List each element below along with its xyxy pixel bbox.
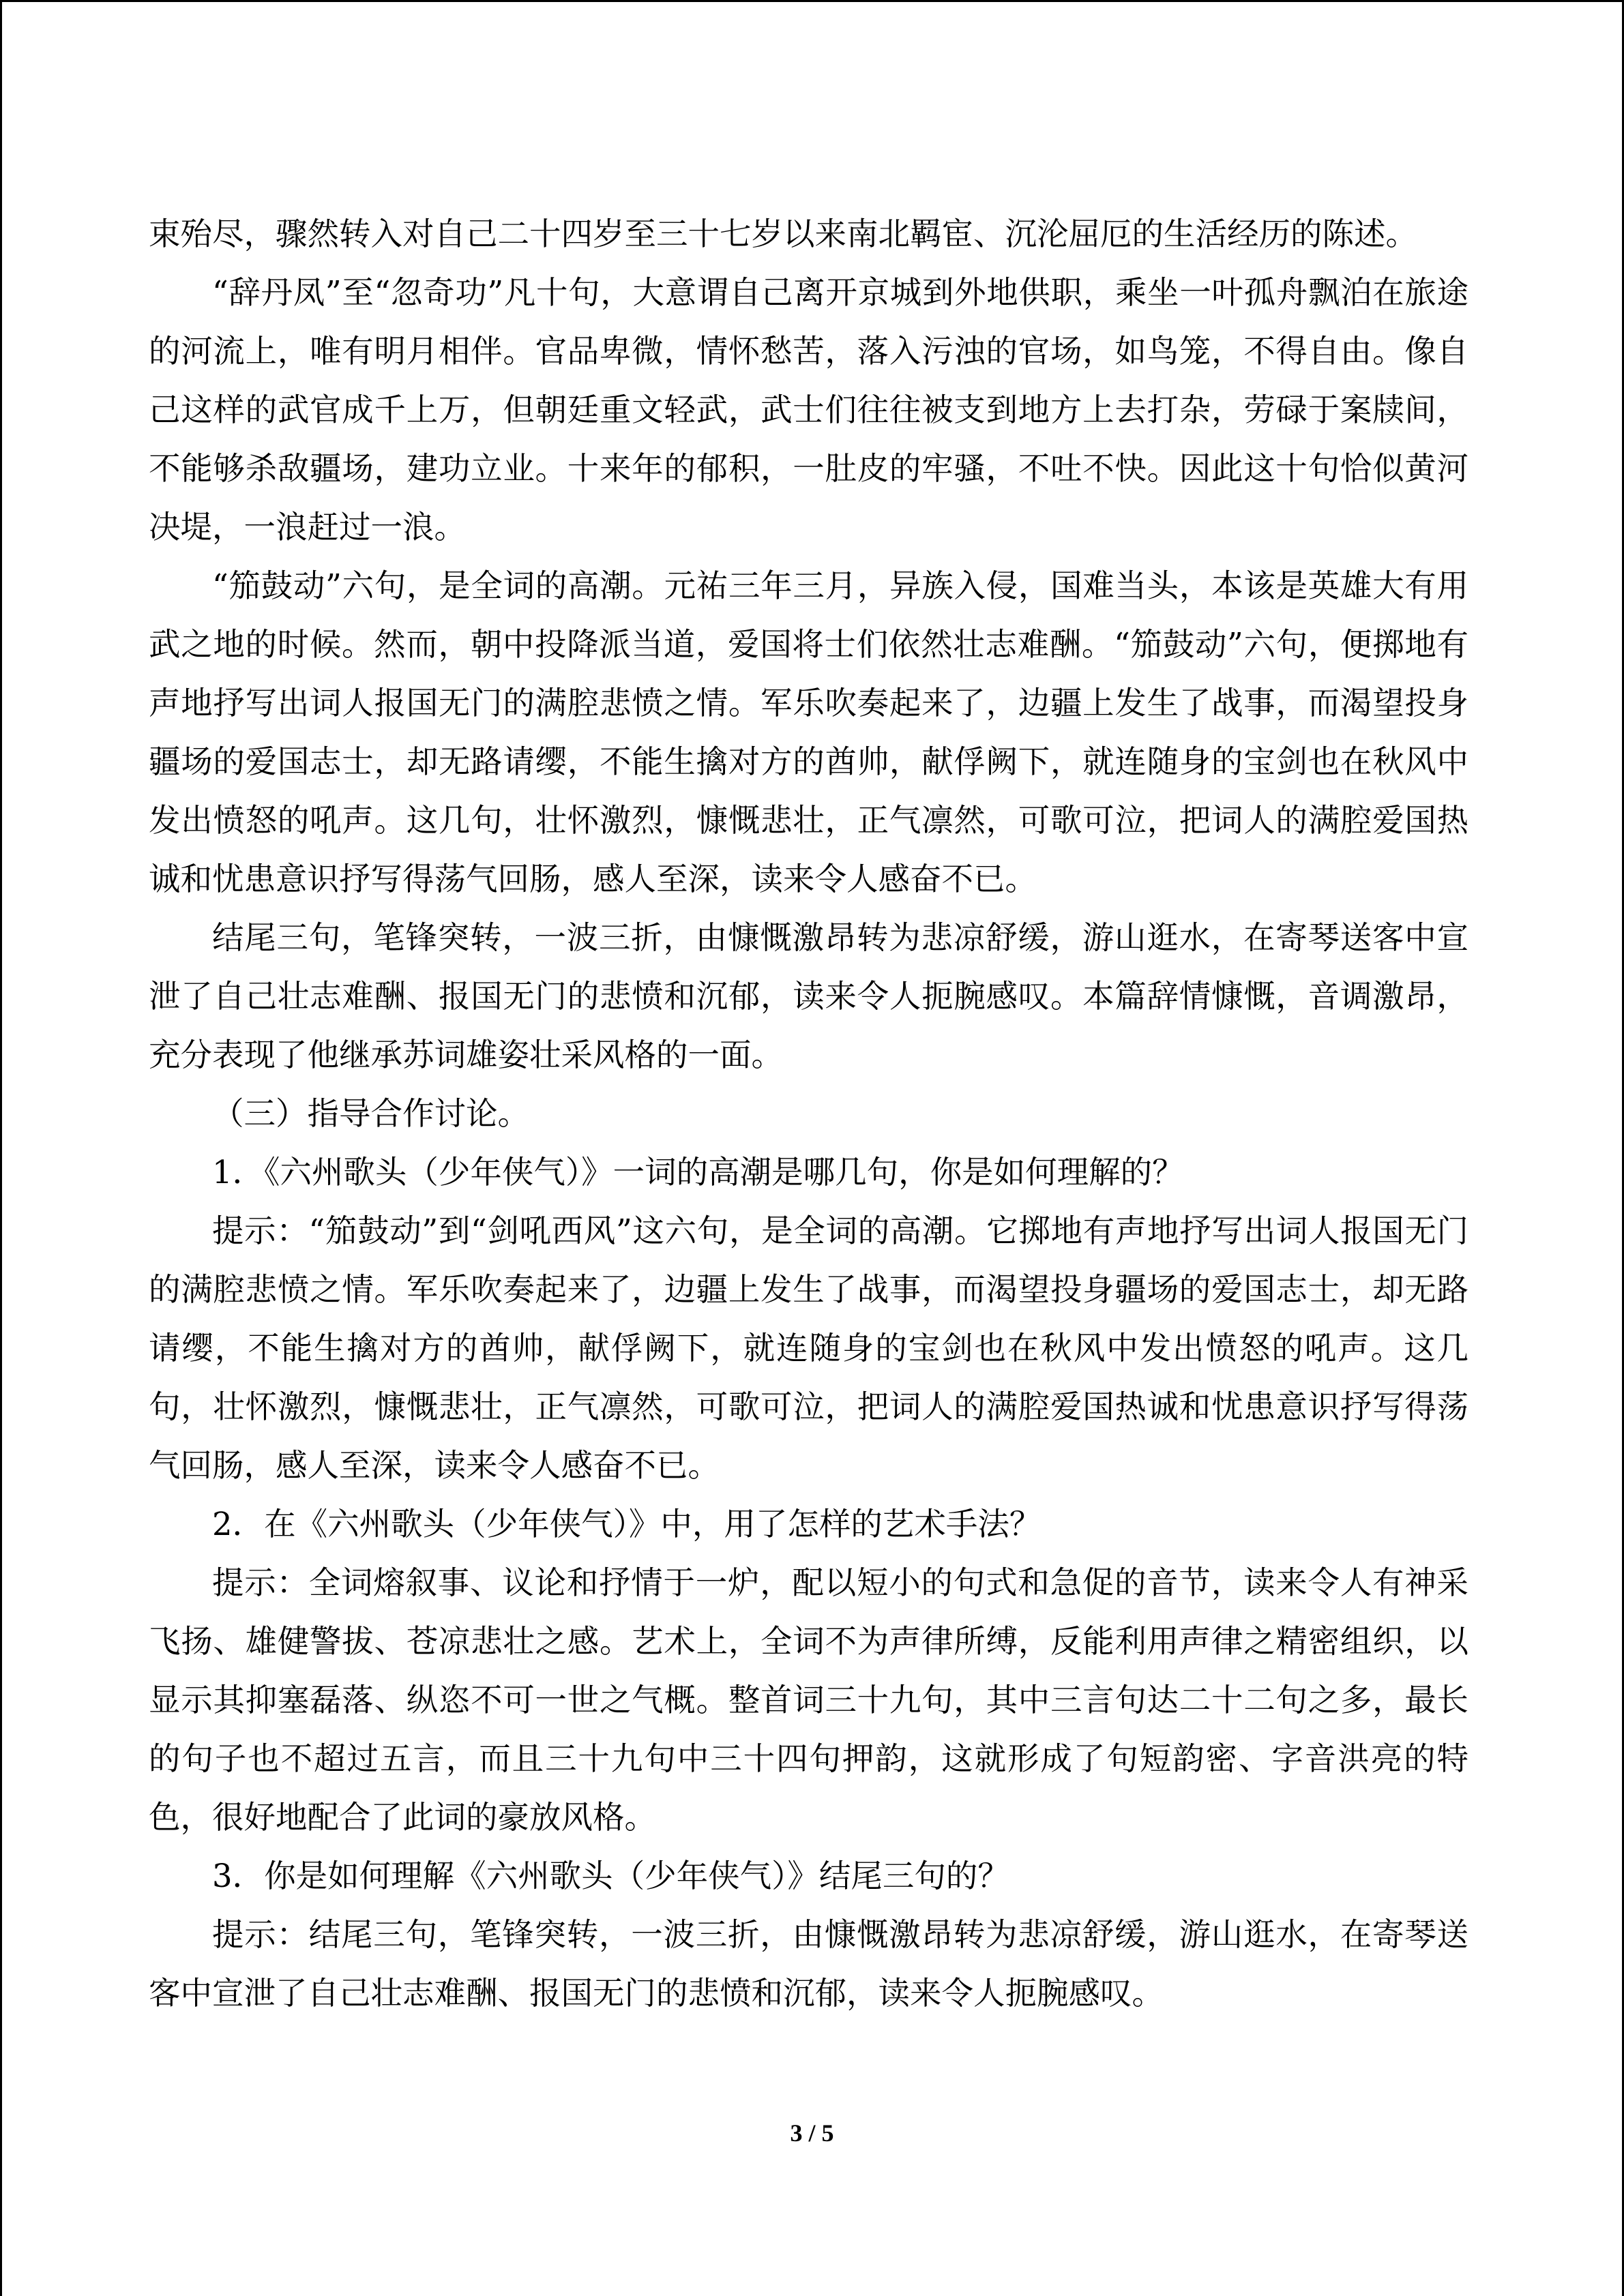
- answer-hint-1: 提示：“笳鼓动”到“剑吼西风”这六句，是全词的高潮。它掷地有声地抒写出词人报国无门的满腔悲愤之情。军乐吹奏起来了，边疆上发生了战事，而渴望投身疆场的爱国志士，却无路请缨，不能生擒对方的酋帅，献俘阙下，就连随身的宝剑也在秋风中发出愤怒的吼声。这几句，壮怀激烈，慷慨悲壮，正气凛然，可歌可泣，把词人的满腔爱国热诚和忧患意识抒写得荡气回肠，感人至深，读来令人感奋不已。: [149, 1212, 1468, 1484]
- question-2: 2．在《六州歌头（少年侠气）》中，用了怎样的艺术手法？: [212, 1506, 1042, 1542]
- answer-hint-2: 提示：全词熔叙事、议论和抒情于一炉，配以短小的句式和急促的音节，读来令人有神采飞扬、雄健警拔、苍凉悲壮之感。艺术上，全词不为声律所缚，反能利用声律之精密组织，以显示其抑塞磊落、纵恣不可一世之气概。整首词三十九句，其中三言句达二十二句之多，最长的句子也不超过五言，而且三十九句中三十四句押韵，这就形成了句短韵密、字音洪亮的特色，很好地配合了此词的豪放风格。: [149, 1564, 1468, 1836]
- question-1: 1．《六州歌头（少年侠气）》一词的高潮是哪几句，你是如何理解的？: [212, 1154, 1184, 1191]
- section-heading-discussion: （三）指导合作讨论。: [212, 1095, 529, 1132]
- paragraph-ending-lines: 结尾三句，笔锋突转，一波三折，由慷慨激昂转为悲凉舒缓，游山逛水，在寄琴送客中宣泄了自己壮志难酬、报国无门的悲愤和沉郁，读来令人扼腕感叹。本篇辞情慷慨，音调激昂，充分表现了他继承苏词雄姿壮采风格的一面。: [149, 919, 1468, 1073]
- paragraph-ci-dan-feng: “辞丹凤”至“忽奇功”凡十句，大意谓自己离开京城到外地供职，乘坐一叶孤舟飘泊在旅途的河流上，唯有明月相伴。官品卑微，情怀愁苦，落入污浊的官场，如鸟笼，不得自由。像自己这样的武官成千上万，但朝廷重文轻武，武士们往往被支到地方上去打杂，劳碌于案牍间，不能够杀敌疆场，建功立业。十来年的郁积，一肚皮的牢骚，不吐不快。因此这十句恰似黄河决堤，一浪赶过一浪。: [149, 274, 1468, 546]
- answer-hint-3: 提示：结尾三句，笔锋突转，一波三折，由慷慨激昂转为悲凉舒缓，游山逛水，在寄琴送客中宣泄了自己壮志难酬、报国无门的悲愤和沉郁，读来令人扼腕感叹。: [149, 1916, 1468, 2012]
- paragraph-jia-gu-dong: “笳鼓动”六句，是全词的高潮。元祐三年三月，异族入侵，国难当头，本该是英雄大有用武之地的时候。然而，朝中投降派当道，爱国将士们依然壮志难酬。“笳鼓动”六句，便掷地有声地抒写出词人报国无门的满腔悲愤之情。军乐吹奏起来了，边疆上发生了战事，而渴望投身疆场的爱国志士，却无路请缨，不能生擒对方的酋帅，献俘阙下，就连随身的宝剑也在秋风中发出愤怒的吼声。这几句，壮怀激烈，慷慨悲壮，正气凛然，可歌可泣，把词人的满腔爱国热诚和忧患意识抒写得荡气回肠，感人至深，读来令人感奋不已。: [149, 567, 1468, 897]
- document-body: [149, 205, 1468, 2023]
- question-3: 3．你是如何理解《六州歌头（少年侠气）》结尾三句的？: [212, 1858, 1009, 1894]
- page-border-left: [0, 0, 2, 2296]
- paragraph-continuation: 束殆尽，骤然转入对自己二十四岁至三十七岁以来南北羁宦、沉沦屈厄的生活经历的陈述。: [149, 215, 1417, 252]
- page-number: 3 / 5: [790, 2119, 834, 2147]
- page-border-top: [0, 0, 1624, 2]
